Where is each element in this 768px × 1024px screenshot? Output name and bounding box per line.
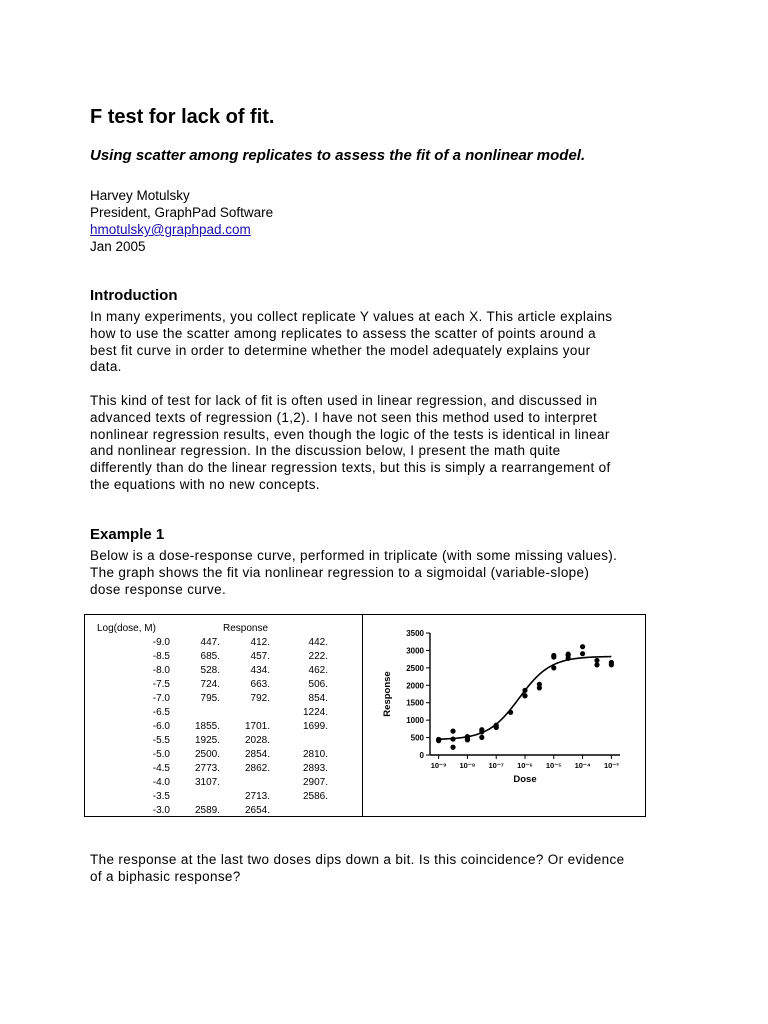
data-point bbox=[450, 745, 455, 750]
x-tick-label: 10⁻⁶ bbox=[517, 761, 533, 770]
table-row bbox=[85, 665, 362, 679]
intro-paragraph-1: In many experiments, you collect replicate Y values at each X. This article explains how to use the scatter among replicates to assess the scatter of points around a best fit curve in order to determine whether the model adequately explains your data. bbox=[90, 309, 613, 375]
response-cell: 2810. bbox=[302, 749, 328, 760]
table-row bbox=[85, 763, 362, 777]
dose-cell: -3.5 bbox=[152, 791, 170, 802]
example1-paragraph-2: The response at the last two doses dips down a bit. Is this coincidence? Or evidence of a biphasic response? bbox=[90, 852, 625, 884]
example1-heading: Example 1 bbox=[90, 526, 165, 543]
response-cell: 2773. bbox=[194, 763, 220, 774]
response-cell: 2589. bbox=[194, 805, 220, 816]
data-point bbox=[594, 658, 599, 663]
dose-cell: -9.0 bbox=[152, 637, 170, 648]
table-row bbox=[85, 693, 362, 707]
response-cell: 457. bbox=[250, 651, 270, 662]
table-row bbox=[85, 637, 362, 651]
author-name: Harvey Motulsky bbox=[90, 188, 190, 203]
response-cell: 1701. bbox=[244, 721, 270, 732]
response-cell: 2500. bbox=[194, 749, 220, 760]
response-cell: 1855. bbox=[194, 721, 220, 732]
dose-cell: -8.0 bbox=[152, 665, 170, 676]
example1-paragraph-1: Below is a dose-response curve, performed in triplicate (with some missing values). The graph shows the fit via nonlinear regression to a sigmoidal (variable-slope) dose response curve. bbox=[90, 548, 618, 597]
response-cell: 412. bbox=[250, 637, 270, 648]
dose-cell: -7.0 bbox=[152, 693, 170, 704]
document-subtitle: Using scatter among replicates to assess the fit of a nonlinear model. bbox=[90, 147, 586, 164]
y-tick-label: 2000 bbox=[406, 681, 424, 691]
data-point bbox=[479, 735, 484, 740]
table-row bbox=[85, 749, 362, 763]
table-row bbox=[85, 805, 362, 819]
data-point bbox=[580, 651, 585, 656]
y-tick-label: 500 bbox=[410, 733, 424, 743]
response-cell: 792. bbox=[250, 693, 270, 704]
data-point bbox=[537, 682, 542, 687]
table-row bbox=[85, 791, 362, 805]
table-header-response: Response bbox=[223, 623, 269, 634]
data-point bbox=[522, 688, 527, 693]
dose-cell: -5.0 bbox=[152, 749, 170, 760]
data-point bbox=[494, 723, 499, 728]
table-row bbox=[85, 679, 362, 693]
data-point bbox=[609, 660, 614, 665]
author-date: Jan 2005 bbox=[90, 239, 146, 254]
author-block bbox=[90, 187, 273, 255]
data-point bbox=[594, 662, 599, 667]
y-tick-label: 0 bbox=[419, 751, 424, 760]
response-cell: 2028. bbox=[244, 735, 270, 746]
dose-cell: -4.0 bbox=[152, 777, 170, 788]
response-cell: 1224. bbox=[302, 707, 328, 718]
dose-cell: -6.5 bbox=[152, 707, 170, 718]
data-point bbox=[436, 737, 441, 742]
data-table bbox=[85, 615, 362, 816]
data-point bbox=[551, 665, 556, 670]
dose-cell: -7.5 bbox=[152, 679, 170, 690]
response-cell: 2907. bbox=[302, 777, 328, 788]
dose-response-chart bbox=[363, 615, 646, 816]
data-point bbox=[450, 729, 455, 734]
response-cell: 462. bbox=[308, 665, 328, 676]
response-cell: 434. bbox=[250, 665, 270, 676]
response-cell: 685. bbox=[200, 651, 220, 662]
x-axis-label: Dose bbox=[513, 774, 537, 785]
dose-cell: -8.5 bbox=[152, 651, 170, 662]
x-tick-label: 10⁻⁵ bbox=[545, 761, 562, 770]
data-point bbox=[465, 736, 470, 741]
table-row bbox=[85, 707, 362, 721]
x-tick-label: 10⁻⁸ bbox=[459, 761, 476, 770]
y-tick-label: 1000 bbox=[406, 716, 424, 726]
response-cell: 2713. bbox=[244, 791, 270, 802]
y-tick-label: 1500 bbox=[406, 698, 424, 708]
data-point bbox=[522, 693, 527, 698]
y-tick-label: 2500 bbox=[406, 663, 424, 673]
author-email-link[interactable]: hmotulsky@graphpad.com bbox=[90, 222, 251, 237]
data-point bbox=[479, 729, 484, 734]
dose-cell: -6.0 bbox=[152, 721, 170, 732]
table-row bbox=[85, 735, 362, 749]
response-cell: 2586. bbox=[302, 791, 328, 802]
intro-paragraph-2: This kind of test for lack of fit is often used in linear regression, and discussed in advanced texts of regression (1,2). I have not seen this method used to interpret nonlinear regression results, even though the logic of the tests is identical in linear and nonlinear regression. In the discussion below, I present the math quite differently than do the linear regression texts, but this is simply a rearrangement of the equations with no new concepts. bbox=[90, 393, 611, 492]
y-tick-label: 3500 bbox=[406, 629, 424, 638]
y-axis-label: Response bbox=[382, 671, 393, 717]
data-point bbox=[551, 654, 556, 659]
table-header-dose: Log(dose, M) bbox=[97, 623, 156, 634]
author-role: President, GraphPad Software bbox=[90, 205, 274, 220]
x-tick-label: 10⁻⁹ bbox=[430, 761, 447, 770]
response-cell: 2654. bbox=[244, 805, 270, 816]
response-cell: 854. bbox=[308, 693, 328, 704]
dose-cell: -3.0 bbox=[152, 805, 170, 816]
y-tick-label: 3000 bbox=[406, 646, 424, 656]
x-tick-label: 10⁻⁴ bbox=[574, 761, 591, 770]
document-title: F test for lack of fit. bbox=[90, 106, 275, 128]
response-cell: 1925. bbox=[194, 735, 220, 746]
response-cell: 528. bbox=[200, 665, 220, 676]
response-cell: 2893. bbox=[302, 763, 328, 774]
response-cell: 795. bbox=[200, 693, 220, 704]
data-point bbox=[450, 736, 455, 741]
response-cell: 3107. bbox=[194, 777, 220, 788]
intro-heading: Introduction bbox=[90, 287, 178, 304]
response-cell: 442. bbox=[308, 637, 328, 648]
response-cell: 506. bbox=[308, 679, 328, 690]
data-point bbox=[580, 644, 585, 649]
figure-box bbox=[84, 614, 646, 817]
response-cell: 447. bbox=[200, 637, 220, 648]
dose-cell: -5.5 bbox=[152, 735, 170, 746]
data-point bbox=[508, 710, 513, 715]
response-cell: 222. bbox=[308, 651, 328, 662]
x-tick-label: 10⁻³ bbox=[603, 761, 619, 770]
table-row bbox=[85, 777, 362, 791]
table-row bbox=[85, 651, 362, 665]
dose-cell: -4.5 bbox=[152, 763, 170, 774]
response-cell: 2862. bbox=[244, 763, 270, 774]
x-tick-label: 10⁻⁷ bbox=[488, 761, 504, 770]
response-cell: 2854. bbox=[244, 749, 270, 760]
response-cell: 663. bbox=[250, 679, 270, 690]
response-cell: 1699. bbox=[302, 721, 328, 732]
data-point bbox=[566, 652, 571, 657]
table-row bbox=[85, 721, 362, 735]
response-cell: 724. bbox=[200, 679, 220, 690]
